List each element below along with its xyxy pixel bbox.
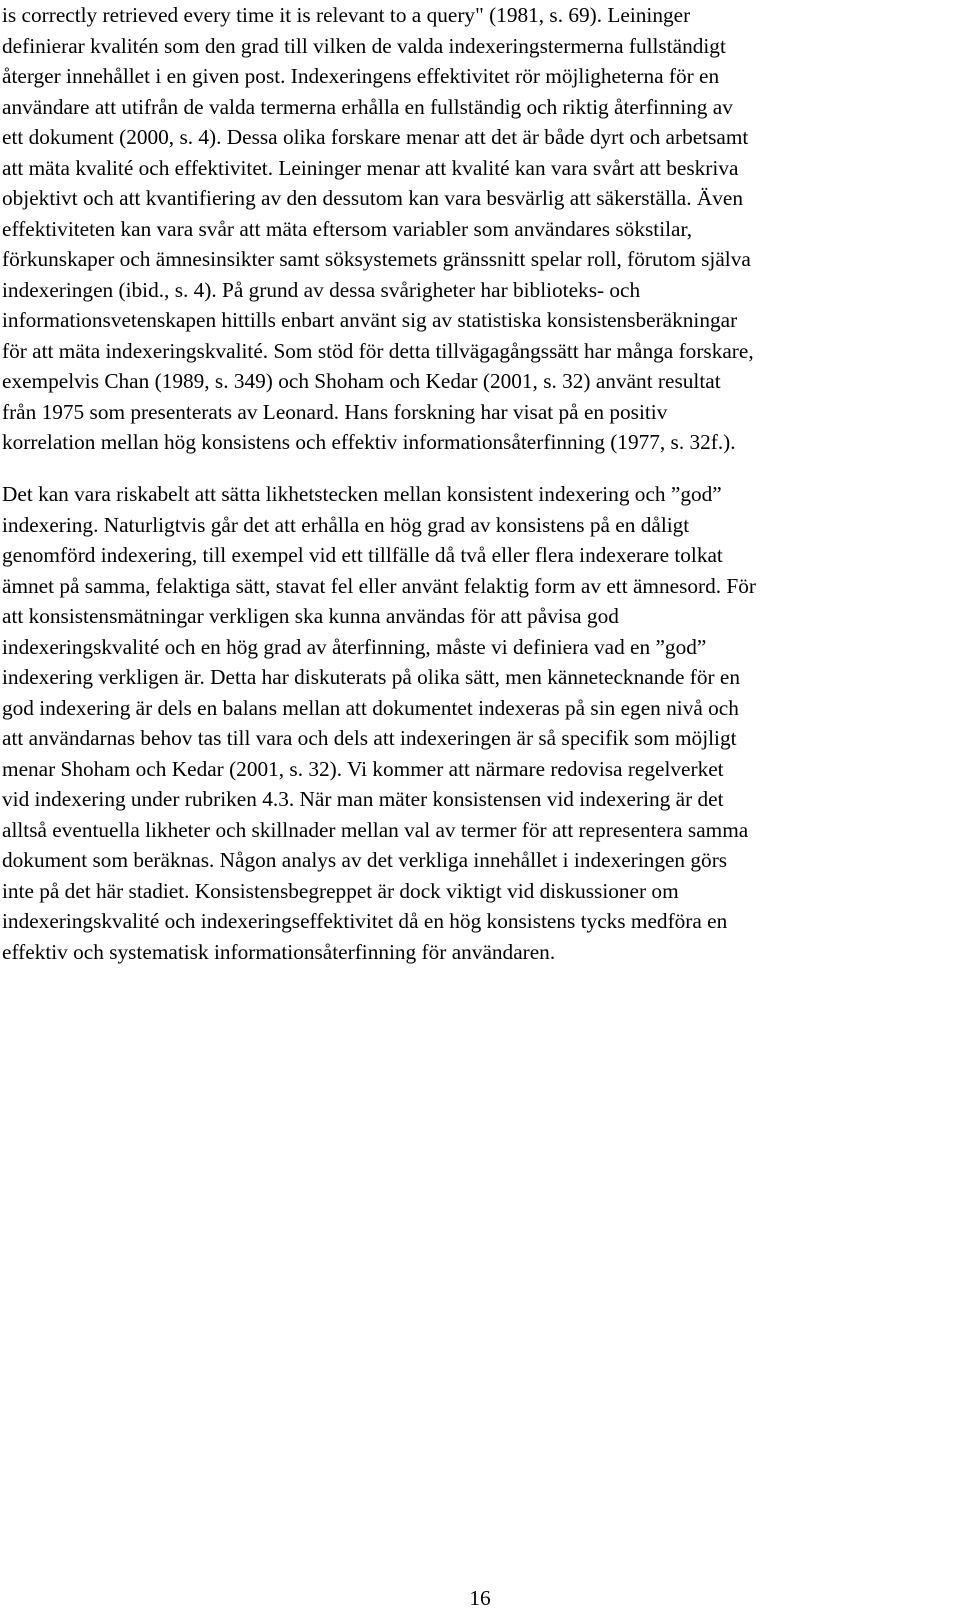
text-line: is correctly retrieved every time it is relevant to a query" (1981, s. 69). Leininger xyxy=(2,3,691,27)
text-line: återger innehållet i en given post. Indexeringens effektivitet rör möjligheterna för en xyxy=(2,64,720,88)
paragraph-1 xyxy=(2,0,958,458)
text-line: ett dokument (2000, s. 4). Dessa olika forskare menar att det är både dyrt och arbetsamt xyxy=(2,125,749,149)
text-line: indexeringen (ibid., s. 4). På grund av dessa svårigheter har biblioteks- och xyxy=(2,277,641,302)
text-line: att konsistensmätningar verkligen ska kunna användas för att påvisa god xyxy=(2,604,619,628)
text-line: exempelvis Chan (1989, s. 349) och Shoham och Kedar (2001, s. 32) använt resultat xyxy=(2,369,721,393)
text-line: inte på det här stadiet. Konsistensbegreppet är dock viktigt vid diskussioner om xyxy=(2,878,679,903)
text-line: för att mäta indexeringskvalité. Som stöd för detta tillvägagångssätt har många forskare, xyxy=(2,338,754,363)
text-line: korrelation mellan hög konsistens och effektiv informationsåterfinning (1977, s. 32f.). xyxy=(2,430,736,454)
text-line: god indexering är dels en balans mellan att dokumentet indexeras på sin egen nivå och xyxy=(2,695,739,720)
text-line: objektivt och att kvantifiering av den dessutom kan vara besvärlig att säkerställa. Även xyxy=(2,186,744,210)
text-line: definierar kvalitén som den grad till vilken de valda indexeringstermerna fullständigt xyxy=(2,33,726,58)
text-line: indexeringskvalité och en hög grad av återfinning, måste vi definiera vad en ”god” xyxy=(2,634,707,659)
text-line: från 1975 som presenterats av Leonard. Hans forskning har visat på en positiv xyxy=(2,399,668,424)
page-number: 16 xyxy=(469,1586,491,1610)
text-line: indexeringskvalité och indexeringseffektivitet då en hög konsistens tycks medföra en xyxy=(2,909,728,933)
text-line: informationsvetenskapen hittills enbart använt sig av statistiska konsistensberäkningar xyxy=(2,308,738,332)
text-line: effektiv och systematisk informationsåterfinning för användaren. xyxy=(2,939,556,964)
text-line: vid indexering under rubriken 4.3. När man mäter konsistensen vid indexering är det xyxy=(2,787,724,811)
text-line: indexering. Naturligtvis går det att erhålla en hög grad av konsistens på en dåligt xyxy=(2,512,690,537)
paragraph-2 xyxy=(2,479,958,967)
text-line: förkunskaper och ämnesinsikter samt söksystemets gränssnitt spelar roll, förutom själva xyxy=(2,247,751,271)
text-line: att mäta kvalité och effektivitet. Leininger menar att kvalité kan vara svårt att beskriva xyxy=(2,155,739,180)
text-line: dokument som beräknas. Någon analys av det verkliga innehållet i indexeringen görs xyxy=(2,848,728,872)
text-line: användare att utifrån de valda termerna erhålla en fullständig och riktig återfinning av xyxy=(2,94,733,119)
text-line: indexering verkligen är. Detta har diskuterats på olika sätt, men kännetecknande för en xyxy=(2,665,741,689)
text-line: menar Shoham och Kedar (2001, s. 32). Vi kommer att närmare redovisa regelverket xyxy=(2,756,724,781)
text-line: ämnet på samma, felaktiga sätt, stavat fel eller använt felaktig form av ett ämnesord. För xyxy=(2,573,756,598)
text-line: alltså eventuella likheter och skillnader mellan val av termer för att representera samma xyxy=(2,817,749,842)
text-line: att användarnas behov tas till vara och dels att indexeringen är så specifik som möjligt xyxy=(2,726,737,750)
text-line: genomförd indexering, till exempel vid ett tillfälle då två eller flera indexerare tolkat xyxy=(2,543,723,567)
text-line: Det kan vara riskabelt att sätta likhetstecken mellan konsistent indexering och ”god” xyxy=(2,482,722,506)
text-line: effektiviteten kan vara svår att mäta eftersom variabler som användares sökstilar, xyxy=(2,216,693,241)
